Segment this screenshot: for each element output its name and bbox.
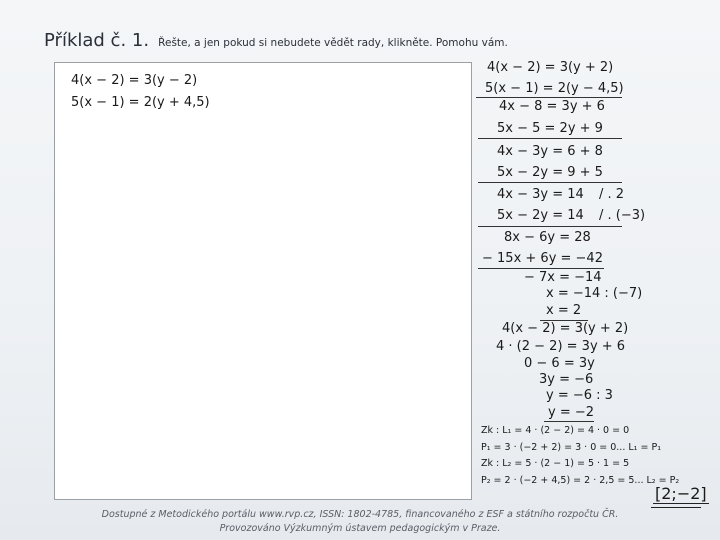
solution-step: 5x − 5 = 2y + 9: [497, 121, 603, 136]
footer-line-1: Dostupné z Metodického portálu www.rvp.cz, ISSN: 1802-4785, financovaného z ESF a státního rozpočtu ČR.: [101, 509, 619, 520]
solution-step: 3y = −6: [539, 372, 594, 387]
divider: [478, 182, 622, 183]
solution-step: y = −2: [548, 405, 595, 420]
divider: [544, 421, 594, 422]
solution-step: 4(x − 2) = 3(y + 2): [487, 60, 614, 75]
divider: [478, 226, 622, 227]
work-area[interactable]: [54, 62, 472, 500]
solution-step: 4x − 3y = 14: [497, 187, 584, 202]
solution-step: 4 · (2 − 2) = 3y + 6: [496, 339, 626, 354]
solution-step: 8x − 6y = 28: [504, 230, 591, 245]
solution-step: − 7x = −14: [524, 270, 602, 285]
solution-step: x = −14 : (−7): [546, 286, 643, 301]
solution-step: 4x − 8 = 3y + 6: [499, 99, 605, 114]
solution-step: x = 2: [546, 303, 582, 318]
check-line: Zk : L₁ = 4 · (2 − 2) = 4 · 0 = 0: [481, 425, 630, 436]
multiplier-note: / . (−3): [599, 208, 646, 223]
multiplier-note: / . 2: [599, 187, 625, 202]
solution-step: − 15x + 6y = −42: [482, 251, 603, 266]
divider: [478, 268, 604, 269]
page-title: [44, 30, 508, 51]
check-line: P₁ = 3 · (−2 + 2) = 3 · 0 = 0... L₁ = P₁: [481, 442, 662, 453]
solution-step: 4x − 3y = 6 + 8: [497, 144, 603, 159]
check-line: P₂ = 2 · (−2 + 4,5) = 2 · 2,5 = 5... L₂ = P₂: [481, 475, 680, 486]
footer-line-2: Provozováno Výzkumným ústavem pedagogickým v Praze.: [219, 523, 501, 534]
task-equation-2: 5(x − 1) = 2(y + 4,5): [71, 95, 210, 110]
answer-underline: [651, 507, 701, 508]
solution-step: 5(x − 1) = 2(y − 4,5): [485, 81, 624, 96]
task-equation-1: 4(x − 2) = 3(y − 2): [71, 73, 198, 88]
answer-box: [2;−2]: [655, 484, 707, 503]
divider: [476, 97, 622, 98]
solution-step: 5x − 2y = 9 + 5: [497, 165, 603, 180]
solution-step: y = −6 : 3: [546, 388, 613, 403]
solution-step: 4(x − 2) = 3(y + 2): [502, 321, 629, 336]
footer: [100, 508, 620, 536]
solution-step: 5x − 2y = 14: [497, 208, 584, 223]
example-title: Příklad č. 1.: [44, 30, 150, 51]
check-line: Zk : L₂ = 5 · (2 − 1) = 5 · 1 = 5: [481, 458, 630, 469]
instruction-link[interactable]: Řešte, a jen pokud si nebudete vědět rady, klikněte. Pomohu vám.: [158, 37, 508, 49]
solution-step: 0 − 6 = 3y: [524, 356, 595, 371]
divider: [478, 138, 622, 139]
